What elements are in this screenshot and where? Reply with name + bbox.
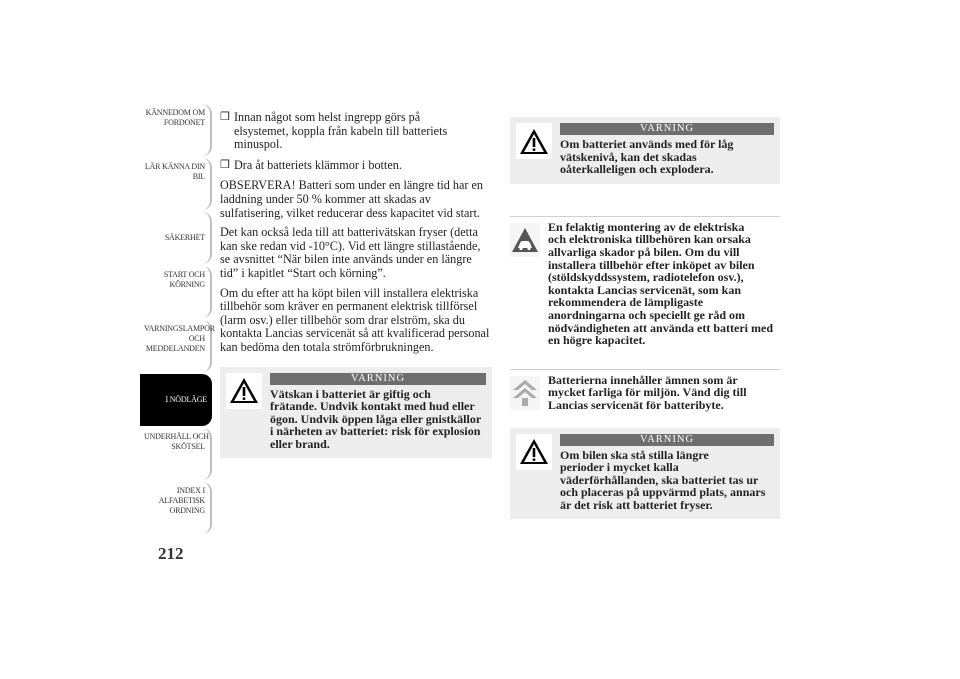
warning-text-line: perioder i mycket kalla väderförhållanden, ska batteriet tas ur och placeras på uppvärmd plats, annars är det risk att batteriet fryser. — [560, 460, 766, 512]
checkbox-bullet-icon: ❒ — [220, 158, 230, 171]
warning-triangle-icon — [516, 434, 552, 470]
tab-varningslampor-och-meddelanden[interactable] — [140, 320, 215, 372]
warning-text-line: Om batteriet används med för låg — [560, 137, 734, 151]
paragraph-observera: OBSERVERA! Batteri som under en längre tid har en laddning under 50 % kommer att skadas av sulfatisering, vilket reducerar dess kapacitet vid start. — [220, 178, 484, 220]
tab-label: INDEX I — [176, 486, 205, 495]
tab-index-i-alfabetisk-ordning[interactable] — [140, 482, 212, 534]
tab-sakerhet[interactable] — [140, 212, 212, 264]
bullet-item — [220, 159, 492, 173]
tab-label: ALFABETISK — [158, 496, 205, 505]
tab-label: OCH — [188, 334, 205, 343]
tab-label: MEDDELANDEN — [145, 344, 205, 353]
checkbox-bullet-icon: ❒ — [220, 111, 230, 123]
note-text-line: En felaktig montering av de elektriska — [548, 219, 745, 234]
warning-text-line: Om bilen ska stå stilla längre — [560, 447, 709, 462]
left-column — [220, 111, 492, 458]
tab-label: START OCH — [163, 270, 205, 279]
tab-label: ORDNING — [169, 506, 205, 515]
bullet-item — [220, 111, 492, 152]
tab-label: BIL — [192, 172, 205, 181]
paragraph-accessories: Om du efter att ha köpt bilen vill installera elektriska tillbehör som kräver en permanent elektrisk tillförsel (larm osv.) eller tillbehör som drar elström, ska du kontakta Lancias servicenät så att kvalificerad personal kan bedöma den totala strömförbrukningen. — [220, 285, 490, 354]
car-warning-icon — [510, 223, 540, 257]
page-number: 212 — [158, 544, 184, 563]
tab-label: SKÖTSEL — [171, 442, 205, 451]
note-text-line: Batterierna innehåller ämnen som är — [548, 372, 738, 387]
recycle-chevron-icon — [510, 376, 540, 410]
warning-text-line: frätande. Undvik kontakt med hud eller ögon. Undvik öppen låga eller gnistkällor i närheten av batteriet: risk för explosion eller brand. — [270, 399, 481, 451]
warning-text — [226, 388, 486, 451]
car-note — [510, 216, 780, 347]
tab-i-nodlage[interactable] — [140, 374, 212, 426]
note-text-line: mycket farliga för miljön. Vänd dig till Lancias servicenät för batteribyte. — [548, 385, 747, 412]
tab-kannedom-om-fordonet[interactable] — [140, 104, 212, 156]
tab-label: FORDONET — [163, 118, 205, 127]
warning-text — [516, 138, 774, 176]
note-text — [510, 374, 780, 412]
warning-text — [516, 449, 774, 512]
bullet-text: elsystemet, koppla från kabeln till batteriets minuspol. — [234, 123, 448, 152]
tab-label: VARNINGSLAMPOR — [144, 324, 215, 333]
warning-box — [220, 367, 492, 459]
warning-box — [510, 117, 780, 184]
right-column — [510, 117, 780, 519]
chapter-tabs — [140, 104, 215, 536]
tab-start-och-korning[interactable] — [140, 266, 212, 318]
paragraph-frost: Det kan också leda till att batterivätskan fryser (detta kan ske redan vid -10°C). Vid ett längre stillastående, se avsnittet “När bilen inte används under en längre tid” i kapitlet “Start och körning”. — [220, 225, 481, 280]
tab-label: SÄKERHET — [164, 233, 205, 242]
warning-heading: VARNING — [560, 123, 774, 135]
warning-text-line: vätskenivå, kan det skadas oåterkalleligen och explodera. — [560, 149, 714, 177]
bullet-text: Dra åt batteriets klämmor i botten. — [234, 157, 402, 172]
warning-heading: VARNING — [270, 373, 486, 385]
environment-note — [510, 369, 780, 412]
tab-underhall-och-skotsel[interactable] — [140, 428, 212, 480]
note-text-line: och elektroniska tillbehören kan orsaka allvarliga skador på bilen. Om du vill installera tillbehör efter inköpet av bilen (stöldskyddssystem, radiotelefon osv.), kontakta Lancias servicenät, som kan rekommendera de lämpligaste anordningarna och speciellt ge råd om nödvändigheten att använda ett batteri med en högre kapacitet. — [548, 232, 774, 348]
tab-label: UNDERHÅLL OCH — [144, 432, 209, 441]
tab-label: I NÖDLÄGE — [165, 395, 207, 404]
warning-heading: VARNING — [560, 434, 774, 446]
warning-triangle-icon — [516, 123, 552, 159]
tab-label: KÖRNING — [169, 280, 205, 289]
warning-box — [510, 428, 780, 520]
bullet-text: Innan något som helst ingrepp görs på — [234, 110, 421, 124]
note-text — [510, 221, 780, 347]
tab-label: KÄNNEDOM OM — [145, 108, 205, 117]
warning-text-line: Vätskan i batteriet är giftig och — [270, 386, 431, 401]
tab-label: LÄR KÄNNA DIN — [144, 162, 205, 171]
tab-lar-kanna-din-bil[interactable] — [140, 158, 212, 210]
warning-triangle-icon — [226, 373, 262, 409]
